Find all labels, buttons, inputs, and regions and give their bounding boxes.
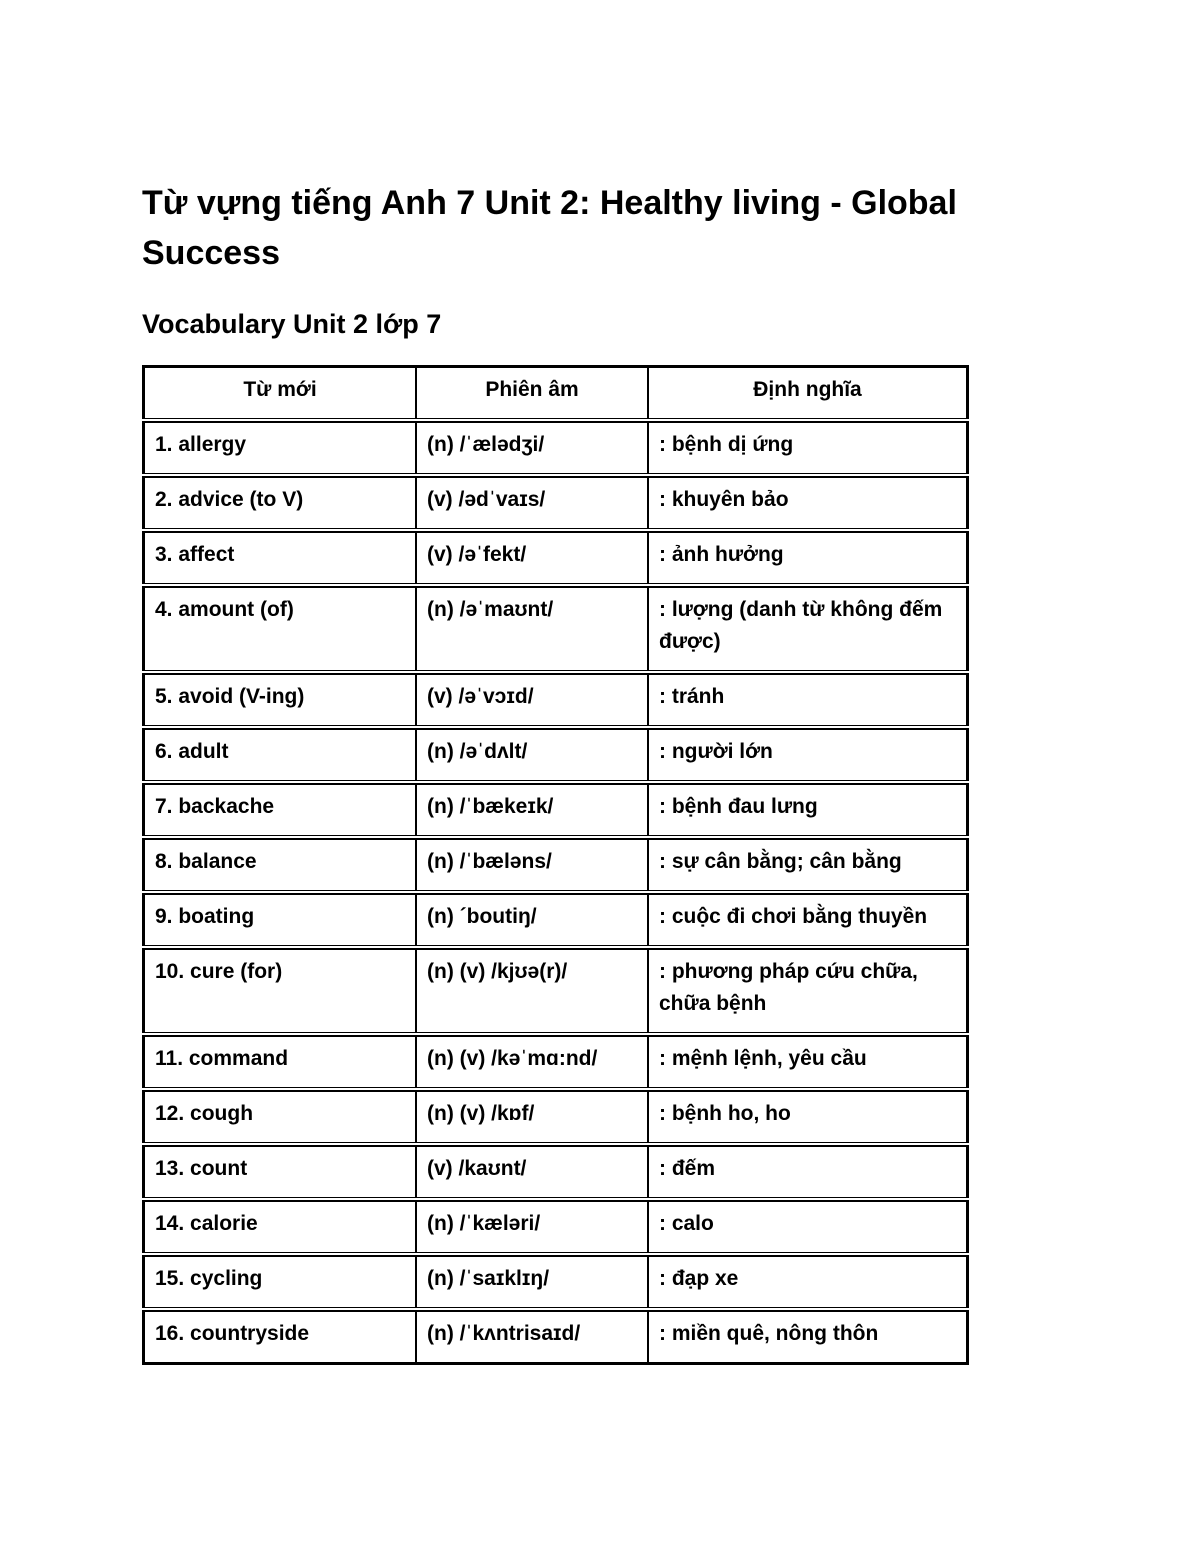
pronunciation-cell: (n) /ˈbækeɪk/: [417, 783, 649, 836]
table-row: [142, 586, 969, 671]
table-row: [142, 1145, 969, 1198]
definition-cell: : tránh: [649, 673, 969, 726]
pronunciation-cell: (v) /kaʊnt/: [417, 1145, 649, 1198]
word-cell: 12. cough: [142, 1090, 417, 1143]
pronunciation-cell: (n) /ˈælədʒi/: [417, 421, 649, 474]
word-cell: 3. affect: [142, 531, 417, 584]
definition-cell: : khuyên bảo: [649, 476, 969, 529]
table-row: [142, 421, 969, 474]
definition-cell: : bệnh đau lưng: [649, 783, 969, 836]
table-row: [142, 531, 969, 584]
page-title: Từ vựng tiếng Anh 7 Unit 2: Healthy living - Global Success: [142, 184, 957, 272]
word-cell: 1. allergy: [142, 421, 417, 474]
table-row: [142, 1090, 969, 1143]
pronunciation-cell: (v) /əˈvɔɪd/: [417, 673, 649, 726]
word-cell: 5. avoid (V-ing): [142, 673, 417, 726]
table-row: [142, 728, 969, 781]
table-row: [142, 1035, 969, 1088]
pronunciation-cell: (n) /ˈbæləns/: [417, 838, 649, 891]
table-header-row: [142, 365, 969, 419]
word-cell: 14. calorie: [142, 1200, 417, 1253]
definition-cell: : đạp xe: [649, 1255, 969, 1308]
definition-cell: : đếm: [649, 1145, 969, 1198]
pronunciation-cell: (n) (v) /kɒf/: [417, 1090, 649, 1143]
word-cell: 15. cycling: [142, 1255, 417, 1308]
definition-cell: : bệnh ho, ho: [649, 1090, 969, 1143]
word-cell: 4. amount (of): [142, 586, 417, 671]
pronunciation-cell: (n) /ˈkʌntrisaɪd/: [417, 1310, 649, 1365]
pronunciation-cell: (n) /ˈkæləri/: [417, 1200, 649, 1253]
word-cell: 10. cure (for): [142, 948, 417, 1033]
pronunciation-cell: (n) (v) /kəˈmɑ:nd/: [417, 1035, 649, 1088]
definition-cell: : mệnh lệnh, yêu cầu: [649, 1035, 969, 1088]
pronunciation-cell: (n) /ˈsaɪklɪŋ/: [417, 1255, 649, 1308]
pronunciation-cell: (n) (v) /kjʊə(r)/: [417, 948, 649, 1033]
word-cell: 13. count: [142, 1145, 417, 1198]
header-cell-pronunciation: Phiên âm: [417, 365, 649, 419]
word-cell: 16. countryside: [142, 1310, 417, 1365]
pronunciation-cell: (v) /ədˈvaɪs/: [417, 476, 649, 529]
definition-cell: : sự cân bằng; cân bằng: [649, 838, 969, 891]
vocab-table-body: [142, 421, 969, 1365]
table-row: [142, 783, 969, 836]
word-cell: 6. adult: [142, 728, 417, 781]
table-row: [142, 476, 969, 529]
table-row: [142, 1310, 969, 1365]
definition-cell: : cuộc đi chơi bằng thuyền: [649, 893, 969, 946]
table-row: [142, 893, 969, 946]
table-row: [142, 1255, 969, 1308]
definition-cell: : phương pháp cứu chữa, chữa bệnh: [649, 948, 969, 1033]
definition-cell: : người lớn: [649, 728, 969, 781]
pronunciation-cell: (n) /əˈmaʊnt/: [417, 586, 649, 671]
table-row: [142, 948, 969, 1033]
table-row: [142, 1200, 969, 1253]
word-cell: 9. boating: [142, 893, 417, 946]
pronunciation-cell: (n) /əˈdʌlt/: [417, 728, 649, 781]
vocab-table: [142, 363, 969, 1367]
definition-cell: : lượng (danh từ không đếm được): [649, 586, 969, 671]
pronunciation-cell: (v) /əˈfekt/: [417, 531, 649, 584]
definition-cell: : bệnh dị ứng: [649, 421, 969, 474]
word-cell: 7. backache: [142, 783, 417, 836]
pronunciation-cell: (n) ´boutiŋ/: [417, 893, 649, 946]
table-row: [142, 673, 969, 726]
word-cell: 2. advice (to V): [142, 476, 417, 529]
header-cell-definition: Định nghĩa: [649, 365, 969, 419]
table-row: [142, 838, 969, 891]
definition-cell: : ảnh hưởng: [649, 531, 969, 584]
word-cell: 8. balance: [142, 838, 417, 891]
definition-cell: : miền quê, nông thôn: [649, 1310, 969, 1365]
definition-cell: : calo: [649, 1200, 969, 1253]
header-cell-word: Từ mới: [142, 365, 417, 419]
word-cell: 11. command: [142, 1035, 417, 1088]
section-heading: Vocabulary Unit 2 lớp 7: [142, 309, 442, 339]
